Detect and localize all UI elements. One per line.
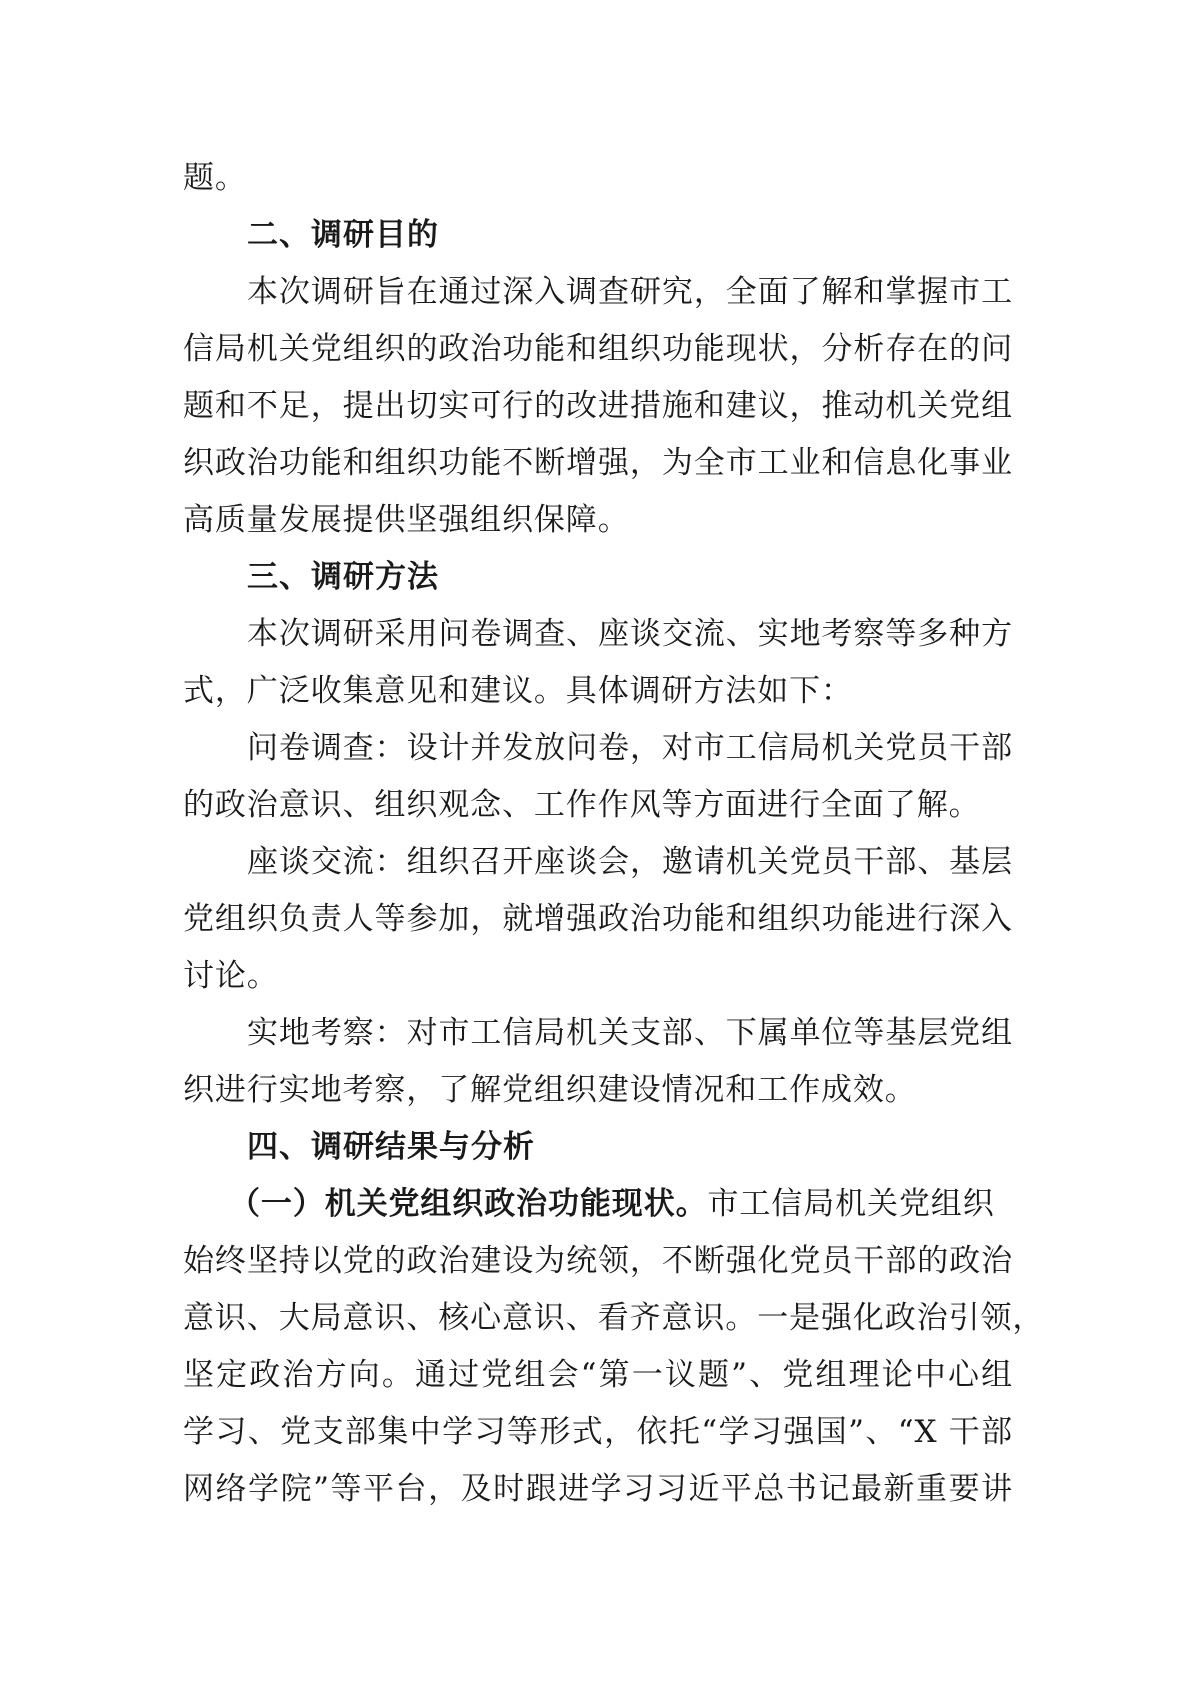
text-line — [183, 1176, 1013, 1233]
text-line: 坚定政治方向。通过党组会“第一议题”、党组理论中心组 — [183, 1357, 1013, 1393]
text-line: 题和不足，提出切实可行的改进措施和建议，推动机关党组 — [183, 388, 1013, 424]
section-heading-method: 三、调研方法 — [247, 559, 439, 595]
text-line: 党组织负责人等参加，就增强政治功能和组织功能进行深入 — [183, 901, 1013, 937]
text-line: 始终坚持以党的政治建设为统领，不断强化党员干部的政治 — [183, 1243, 1013, 1279]
text-line: 学习、党支部集中学习等形式，依托“学习强国”、“X 干部 — [183, 1414, 1013, 1450]
text-line: 式，广泛收集意见和建议。具体调研方法如下： — [183, 673, 853, 709]
document-page — [183, 150, 1045, 1518]
section-heading-purpose: 二、调研目的 — [247, 217, 439, 253]
text-line: 本次调研旨在通过深入调查研究，全面了解和掌握市工 — [247, 274, 1013, 310]
text-line: 织政治功能和组织功能不断增强，为全市工业和信息化事业 — [183, 445, 1013, 481]
section-heading-results: 四、调研结果与分析 — [247, 1129, 535, 1165]
text-line: 织进行实地考察，了解党组织建设情况和工作成效。 — [183, 1072, 917, 1108]
text-line: 的政治意识、组织观念、工作作风等方面进行全面了解。 — [183, 787, 981, 823]
text-line: 实地考察：对市工信局机关支部、下属单位等基层党组 — [247, 1015, 1013, 1051]
text-line: 本次调研采用问卷调查、座谈交流、实地考察等多种方 — [247, 616, 1013, 652]
text-line: 网络学院”等平台，及时跟进学习习近平总书记最新重要讲 — [183, 1471, 1013, 1507]
text-line: 信局机关党组织的政治功能和组织功能现状，分析存在的问 — [183, 331, 1013, 367]
text-line: 座谈交流：组织召开座谈会，邀请机关党员干部、基层 — [247, 844, 1013, 880]
text-line: 讨论。 — [183, 958, 279, 994]
text-line: 题。 — [183, 160, 247, 196]
subsection-heading: （一）机关党组织政治功能现状。 — [229, 1186, 708, 1222]
text-span: 市工信局机关党组织 — [707, 1186, 995, 1222]
text-line: 高质量发展提供坚强组织保障。 — [183, 502, 630, 538]
text-line: 问卷调查：设计并发放问卷，对市工信局机关党员干部 — [247, 730, 1013, 766]
text-line: 意识、大局意识、核心意识、看齐意识。一是强化政治引领， — [183, 1300, 1045, 1336]
